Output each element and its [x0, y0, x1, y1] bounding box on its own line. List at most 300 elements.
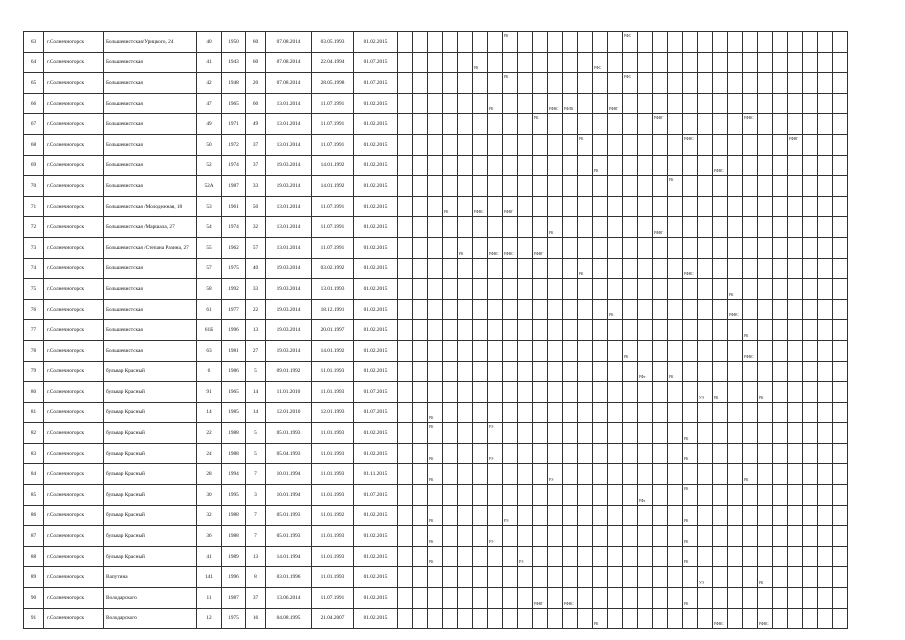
- schedule-cell: [728, 423, 743, 444]
- schedule-cell: [623, 382, 638, 403]
- schedule-mark: РК: [609, 313, 614, 318]
- schedule-cell: [533, 114, 548, 135]
- wear-percent-cell: 22: [246, 299, 266, 320]
- schedule-cell: [473, 464, 488, 485]
- schedule-mark: РК: [459, 251, 464, 256]
- schedule-cell: [563, 505, 578, 526]
- schedule-cell: [578, 443, 593, 464]
- deadline-date-cell: 01.02.2015: [354, 361, 398, 382]
- schedule-cell: [758, 546, 773, 567]
- wear-percent-cell: 13: [246, 320, 266, 341]
- privatization-date-cell: 11.01.1993: [312, 526, 354, 547]
- schedule-mark: РФВС: [564, 601, 574, 606]
- schedule-cell: [803, 320, 818, 341]
- survey-date-cell: 11.01.2010: [266, 382, 312, 403]
- schedule-cell: [788, 52, 803, 73]
- schedule-cell: [428, 217, 443, 238]
- schedule-cell: [788, 299, 803, 320]
- deadline-date-cell: 01.02.2015: [354, 526, 398, 547]
- schedule-cell: [503, 361, 518, 382]
- schedule-cell: [443, 93, 458, 114]
- house-number-cell: 24: [197, 443, 222, 464]
- row-number: 76: [24, 299, 44, 320]
- schedule-cell: [563, 485, 578, 506]
- schedule-cell: [398, 546, 413, 567]
- row-number: 72: [24, 217, 44, 238]
- schedule-cell: [683, 340, 698, 361]
- privatization-date-cell: 11.01.1993: [312, 546, 354, 567]
- schedule-cell: [683, 196, 698, 217]
- schedule-mark: РК: [549, 230, 554, 235]
- schedule-cell: [563, 340, 578, 361]
- schedule-cell: [518, 340, 533, 361]
- schedule-cell: [503, 485, 518, 506]
- schedule-cell: [653, 279, 668, 300]
- schedule-cell: [803, 114, 818, 135]
- schedule-cell: [563, 134, 578, 155]
- schedule-cell: [788, 526, 803, 547]
- schedule-cell: [578, 340, 593, 361]
- schedule-cell: [608, 217, 623, 238]
- schedule-cell: [533, 505, 548, 526]
- schedule-cell: [638, 237, 653, 258]
- schedule-cell: [788, 320, 803, 341]
- schedule-mark: РК: [729, 292, 734, 297]
- schedule-cell: [413, 443, 428, 464]
- schedule-cell: [788, 340, 803, 361]
- schedule-cell: [503, 299, 518, 320]
- schedule-cell: [713, 93, 728, 114]
- schedule-cell: [803, 176, 818, 197]
- schedule-cell: [548, 443, 563, 464]
- schedule-cell: [803, 32, 818, 53]
- schedule-cell: [713, 588, 728, 609]
- schedule-cell: [653, 567, 668, 588]
- row-number: 86: [24, 505, 44, 526]
- schedule-cell: [563, 73, 578, 94]
- schedule-cell: [593, 464, 608, 485]
- schedule-cell: [563, 608, 578, 629]
- schedule-cell: [593, 361, 608, 382]
- schedule-cell: [518, 134, 533, 155]
- schedule-cell: [698, 608, 713, 629]
- schedule-cell: [773, 73, 788, 94]
- schedule-cell: [473, 258, 488, 279]
- schedule-mark: РФВС: [474, 210, 484, 215]
- schedule-cell: [668, 237, 683, 258]
- schedule-cell: [713, 485, 728, 506]
- survey-date-cell: 13.01.2014: [266, 134, 312, 155]
- city-cell: г.Солнечногорск: [44, 52, 104, 73]
- build-year-cell: 1981: [222, 340, 246, 361]
- schedule-cell: [638, 52, 653, 73]
- schedule-cell: [758, 382, 773, 403]
- schedule-cell: [608, 279, 623, 300]
- street-cell: бульвар Красный: [104, 443, 197, 464]
- schedule-cell: [578, 608, 593, 629]
- city-cell: г.Солнечногорск: [44, 134, 104, 155]
- schedule-cell: [428, 93, 443, 114]
- schedule-cell: [578, 73, 593, 94]
- schedule-mark: РК: [534, 116, 539, 121]
- house-number-cell: 32: [197, 505, 222, 526]
- schedule-cell: [503, 155, 518, 176]
- schedule-cell: [578, 361, 593, 382]
- privatization-date-cell: 11.01.1993: [312, 423, 354, 444]
- row-number: 74: [24, 258, 44, 279]
- schedule-cell: [473, 134, 488, 155]
- schedule-cell: [683, 320, 698, 341]
- schedule-cell: [488, 567, 503, 588]
- schedule-cell: [833, 320, 848, 341]
- schedule-cell: [398, 340, 413, 361]
- table-row: [24, 485, 848, 506]
- schedule-cell: [698, 505, 713, 526]
- schedule-cell: [443, 588, 458, 609]
- schedule-cell: [563, 93, 578, 114]
- schedule-cell: [683, 93, 698, 114]
- schedule-cell: [653, 526, 668, 547]
- schedule-cell: [443, 567, 458, 588]
- schedule-cell: [683, 443, 698, 464]
- schedule-cell: [653, 608, 668, 629]
- schedule-cell: [458, 464, 473, 485]
- schedule-cell: [743, 134, 758, 155]
- schedule-cell: [758, 196, 773, 217]
- street-cell: Большевистская: [104, 93, 197, 114]
- deadline-date-cell: 01.07.2015: [354, 402, 398, 423]
- schedule-cell: [833, 340, 848, 361]
- schedule-cell: [683, 588, 698, 609]
- schedule-cell: [428, 443, 443, 464]
- schedule-cell: [413, 279, 428, 300]
- house-number-cell: 141: [197, 567, 222, 588]
- schedule-cell: [488, 443, 503, 464]
- schedule-cell: [473, 93, 488, 114]
- schedule-cell: [758, 340, 773, 361]
- schedule-cell: [668, 485, 683, 506]
- schedule-cell: [578, 237, 593, 258]
- schedule-cell: [458, 608, 473, 629]
- schedule-cell: [443, 505, 458, 526]
- schedule-cell: [833, 258, 848, 279]
- schedule-cell: [698, 52, 713, 73]
- schedule-cell: [728, 588, 743, 609]
- schedule-cell: [458, 52, 473, 73]
- schedule-cell: [803, 464, 818, 485]
- schedule-cell: [548, 423, 563, 444]
- schedule-cell: [578, 258, 593, 279]
- schedule-cell: [758, 279, 773, 300]
- schedule-cell: [803, 608, 818, 629]
- schedule-cell: [533, 299, 548, 320]
- schedule-cell: [428, 299, 443, 320]
- schedule-cell: [443, 361, 458, 382]
- schedule-cell: [743, 73, 758, 94]
- row-number: 67: [24, 114, 44, 135]
- schedule-cell: [488, 52, 503, 73]
- house-number-cell: 52А: [197, 176, 222, 197]
- schedule-cell: [653, 402, 668, 423]
- schedule-cell: [743, 464, 758, 485]
- street-cell: Большевистская /Молодежная, 18: [104, 196, 197, 217]
- build-year-cell: 1992: [222, 279, 246, 300]
- schedule-cell: [818, 608, 833, 629]
- schedule-cell: [593, 134, 608, 155]
- schedule-cell: [488, 505, 503, 526]
- schedule-cell: [773, 505, 788, 526]
- schedule-cell: [473, 423, 488, 444]
- street-cell: бульвар Красный: [104, 402, 197, 423]
- schedule-cell: [683, 279, 698, 300]
- schedule-cell: [518, 608, 533, 629]
- schedule-cell: [668, 299, 683, 320]
- schedule-cell: [698, 526, 713, 547]
- schedule-cell: [428, 505, 443, 526]
- schedule-mark: РК: [684, 601, 689, 606]
- schedule-cell: [698, 237, 713, 258]
- wear-percent-cell: 5: [246, 423, 266, 444]
- city-cell: г.Солнечногорск: [44, 299, 104, 320]
- schedule-mark: РК: [684, 457, 689, 462]
- schedule-cell: [758, 361, 773, 382]
- schedule-cell: [533, 320, 548, 341]
- schedule-cell: [758, 588, 773, 609]
- schedule-cell: [653, 73, 668, 94]
- build-year-cell: 1988: [222, 526, 246, 547]
- schedule-cell: [593, 443, 608, 464]
- schedule-cell: [578, 588, 593, 609]
- schedule-mark: РК: [429, 457, 434, 462]
- schedule-cell: [518, 320, 533, 341]
- schedule-cell: [533, 340, 548, 361]
- schedule-cell: [578, 546, 593, 567]
- schedule-cell: [608, 258, 623, 279]
- schedule-cell: [773, 52, 788, 73]
- schedule-cell: [638, 299, 653, 320]
- schedule-cell: [833, 237, 848, 258]
- schedule-cell: [653, 114, 668, 135]
- row-number: 71: [24, 196, 44, 217]
- schedule-cell: [668, 32, 683, 53]
- schedule-cell: [488, 237, 503, 258]
- schedule-cell: [503, 320, 518, 341]
- schedule-cell: [428, 52, 443, 73]
- schedule-cell: [608, 464, 623, 485]
- schedule-cell: [608, 176, 623, 197]
- schedule-cell: [398, 382, 413, 403]
- deadline-date-cell: 01.02.2015: [354, 258, 398, 279]
- privatization-date-cell: 11.01.1993: [312, 464, 354, 485]
- schedule-cell: [443, 464, 458, 485]
- privatization-date-cell: 11.01.1993: [312, 361, 354, 382]
- schedule-cell: [488, 485, 503, 506]
- schedule-mark: РК: [504, 75, 509, 80]
- schedule-cell: [833, 93, 848, 114]
- schedule-cell: [623, 258, 638, 279]
- schedule-cell: [488, 608, 503, 629]
- schedule-cell: [683, 608, 698, 629]
- house-number-cell: 54: [197, 217, 222, 238]
- schedule-cell: [818, 505, 833, 526]
- schedule-cell: [653, 546, 668, 567]
- schedule-cell: [833, 505, 848, 526]
- schedule-cell: [488, 299, 503, 320]
- schedule-cell: [578, 464, 593, 485]
- schedule-cell: [458, 526, 473, 547]
- schedule-mark: РК: [669, 178, 674, 183]
- schedule-cell: [563, 423, 578, 444]
- schedule-cell: [818, 567, 833, 588]
- schedule-cell: [728, 299, 743, 320]
- schedule-cell: [833, 567, 848, 588]
- schedule-cell: [458, 114, 473, 135]
- schedule-cell: [713, 155, 728, 176]
- schedule-cell: [593, 155, 608, 176]
- schedule-cell: [428, 608, 443, 629]
- schedule-cell: [833, 546, 848, 567]
- schedule-cell: [713, 196, 728, 217]
- schedule-cell: [728, 320, 743, 341]
- schedule-cell: [563, 464, 578, 485]
- schedule-cell: [413, 505, 428, 526]
- schedule-cell: [743, 237, 758, 258]
- schedule-cell: [803, 52, 818, 73]
- schedule-cell: [758, 567, 773, 588]
- schedule-mark: РК: [624, 354, 629, 359]
- schedule-mark: РК: [579, 272, 584, 277]
- schedule-cell: [653, 52, 668, 73]
- schedule-cell: [488, 382, 503, 403]
- schedule-cell: [398, 134, 413, 155]
- schedule-cell: [728, 505, 743, 526]
- wear-percent-cell: 33: [246, 176, 266, 197]
- house-number-cell: 14: [197, 402, 222, 423]
- schedule-cell: [623, 279, 638, 300]
- schedule-cell: [578, 52, 593, 73]
- table-row: [24, 155, 848, 176]
- schedule-cell: [593, 32, 608, 53]
- row-number: 66: [24, 93, 44, 114]
- deadline-date-cell: 01.02.2015: [354, 279, 398, 300]
- schedule-cell: [773, 258, 788, 279]
- schedule-cell: [743, 258, 758, 279]
- schedule-cell: [773, 567, 788, 588]
- schedule-cell: [503, 114, 518, 135]
- schedule-cell: [608, 423, 623, 444]
- house-number-cell: 50: [197, 134, 222, 155]
- schedule-cell: [758, 134, 773, 155]
- schedule-mark: РФВС: [684, 136, 694, 141]
- schedule-cell: [713, 299, 728, 320]
- schedule-cell: [623, 196, 638, 217]
- wear-percent-cell: 8: [246, 567, 266, 588]
- wear-percent-cell: 20: [246, 73, 266, 94]
- wear-percent-cell: 7: [246, 505, 266, 526]
- table-row: [24, 423, 848, 444]
- privatization-date-cell: 13.01.1993: [312, 279, 354, 300]
- schedule-cell: [743, 361, 758, 382]
- schedule-cell: [728, 258, 743, 279]
- schedule-cell: [443, 546, 458, 567]
- schedule-cell: [443, 134, 458, 155]
- schedule-cell: [488, 320, 503, 341]
- schedule-cell: [743, 546, 758, 567]
- deadline-date-cell: 01.02.2015: [354, 588, 398, 609]
- schedule-cell: [518, 155, 533, 176]
- schedule-cell: [398, 93, 413, 114]
- deadline-date-cell: 01.02.2015: [354, 134, 398, 155]
- wear-percent-cell: 50: [246, 196, 266, 217]
- schedule-cell: [713, 258, 728, 279]
- schedule-mark: РФВС: [684, 272, 694, 277]
- schedule-cell: [638, 196, 653, 217]
- schedule-cell: [413, 237, 428, 258]
- schedule-cell: [713, 32, 728, 53]
- schedule-cell: [698, 93, 713, 114]
- schedule-cell: [788, 546, 803, 567]
- wear-percent-cell: 40: [246, 258, 266, 279]
- schedule-cell: [773, 443, 788, 464]
- schedule-cell: [578, 320, 593, 341]
- schedule-cell: [833, 588, 848, 609]
- schedule-cell: [398, 258, 413, 279]
- street-cell: бульвар Красный: [104, 361, 197, 382]
- schedule-cell: [533, 382, 548, 403]
- schedule-cell: [668, 320, 683, 341]
- schedule-cell: [473, 237, 488, 258]
- schedule-cell: [488, 176, 503, 197]
- schedule-cell: [593, 217, 608, 238]
- schedule-mark: РФВС: [744, 116, 754, 121]
- schedule-cell: [548, 258, 563, 279]
- schedule-cell: [653, 93, 668, 114]
- schedule-cell: [608, 546, 623, 567]
- schedule-cell: [638, 155, 653, 176]
- schedule-cell: [458, 299, 473, 320]
- schedule-cell: [818, 258, 833, 279]
- schedule-cell: [458, 340, 473, 361]
- schedule-cell: [698, 464, 713, 485]
- schedule-cell: [803, 588, 818, 609]
- wear-percent-cell: 37: [246, 588, 266, 609]
- schedule-cell: [653, 485, 668, 506]
- schedule-cell: [803, 299, 818, 320]
- deadline-date-cell: 01.02.2015: [354, 608, 398, 629]
- schedule-cell: [788, 423, 803, 444]
- schedule-cell: [623, 320, 638, 341]
- survey-date-cell: 12.01.2010: [266, 402, 312, 423]
- schedule-cell: [533, 423, 548, 444]
- schedule-cell: [608, 588, 623, 609]
- schedule-cell: [728, 361, 743, 382]
- schedule-cell: [548, 155, 563, 176]
- schedule-mark: РФВС: [729, 313, 739, 318]
- schedule-cell: [653, 588, 668, 609]
- schedule-cell: [443, 52, 458, 73]
- street-cell: Володарского: [104, 588, 197, 609]
- city-cell: г.Солнечногорск: [44, 588, 104, 609]
- schedule-cell: [548, 320, 563, 341]
- schedule-cell: [623, 52, 638, 73]
- schedule-cell: [833, 114, 848, 135]
- schedule-cell: [638, 485, 653, 506]
- privatization-date-cell: 11.01.1992: [312, 505, 354, 526]
- street-cell: бульвар Красный: [104, 526, 197, 547]
- schedule-cell: [458, 423, 473, 444]
- schedule-cell: [728, 32, 743, 53]
- house-number-cell: 52: [197, 155, 222, 176]
